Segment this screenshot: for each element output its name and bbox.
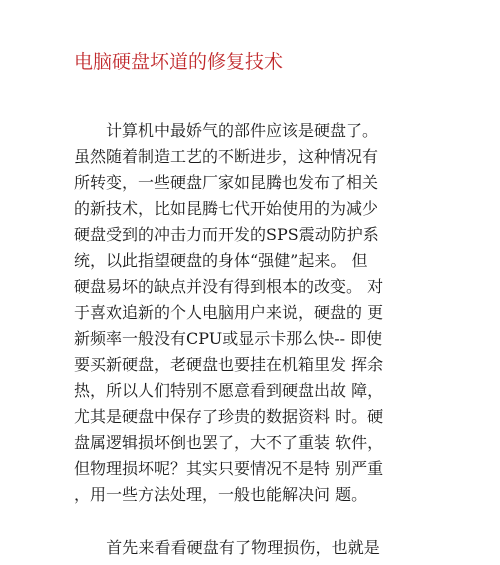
text-line: 的新技术，比如昆腾七代开始使用的为减少 [74,199,379,218]
text-line: 但物理损坏呢？其实只要情况不是特 别严重 [74,459,384,478]
text-line: 要买新硬盘，老硬盘也要挂在机箱里发 挥余 [74,355,384,374]
paragraph-2 [74,535,434,561]
document-title: 电脑硬盘坏道的修复技术 [74,51,284,73]
text-line: 所转变，一些硬盘厂家如昆腾也发布了相关 [74,173,379,192]
text-line: 于喜欢追新的个人电脑用户来说，硬盘的 更 [74,303,384,322]
text-line: 首先来看看硬盘有了物理损伤，也就是 [74,538,380,557]
text-line: 新频率一般没有CPU或显示卡那么快-- 即使 [74,329,383,348]
text-line: 计算机中最娇气的部件应该是硬盘了。 [74,121,379,140]
text-line: 盘属逻辑损坏倒也罢了，大不了重装 软件， [74,433,384,452]
text-line: 统，以此指望硬盘的身体“强健”起来。 但 [74,251,368,270]
text-line: 硬盘易坏的缺点并没有得到根本的改变。 对 [74,277,384,296]
text-line: 尤其是硬盘中保存了珍贵的数据资料 时。硬 [74,407,384,426]
text-line: 热，所以人们特别不愿意看到硬盘出故 障， [74,381,384,400]
text-line: ，用一些方法处理，一般也能解决问 题。 [74,485,368,504]
text-line: 虽然随着制造工艺的不断进步，这种情况有 [74,147,379,166]
paragraph-1 [74,118,434,508]
text-line: 硬盘受到的冲击力而开发的SPS震动防护系 [74,225,379,244]
